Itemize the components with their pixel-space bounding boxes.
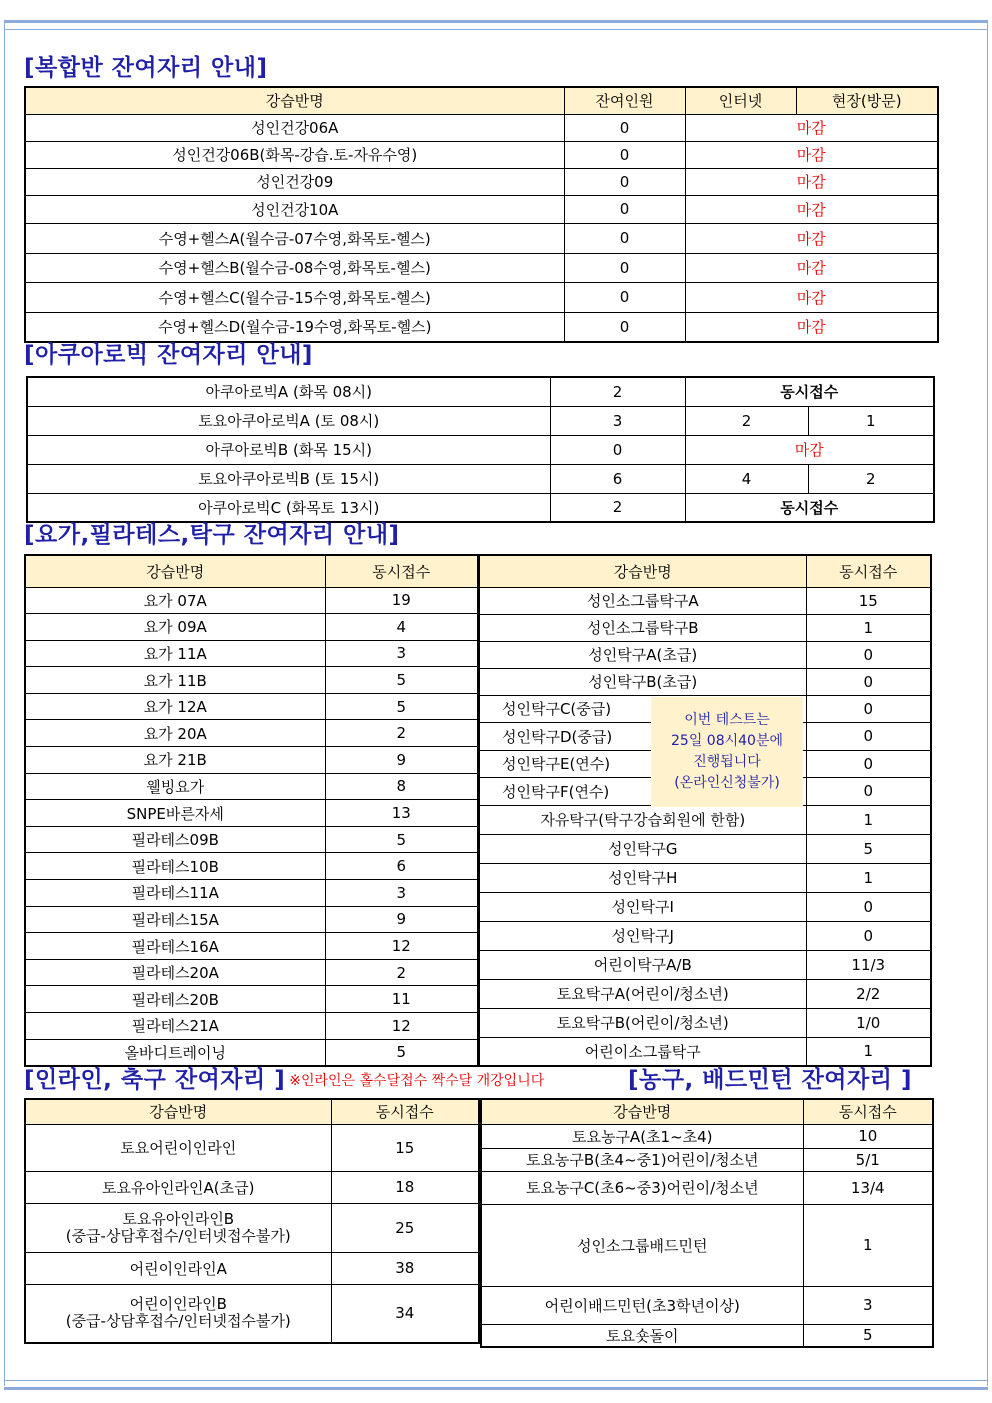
class-name: 성인탁구H — [479, 863, 806, 892]
internet-count: 4 — [685, 464, 808, 493]
class-name: 수영+헬스B(월수금-08수영,화목토-헬스) — [25, 253, 564, 282]
table-row — [25, 614, 478, 641]
class-name: 성인탁구D(중급) — [479, 723, 806, 751]
complex-header-internet: 인터넷 — [685, 87, 796, 114]
table-row — [25, 1171, 479, 1203]
complex-table — [24, 86, 939, 343]
count: 4 — [325, 614, 478, 641]
count: 5 — [325, 1039, 478, 1066]
count: 11/3 — [806, 950, 931, 979]
notice-line: 진행됩니다 — [693, 754, 761, 770]
class-name: 성인건강06A — [25, 114, 564, 141]
class-name — [25, 1203, 331, 1252]
table-row — [27, 406, 934, 435]
count: 5 — [325, 693, 478, 720]
table-row — [479, 805, 931, 834]
class-name: 요가 12A — [25, 693, 325, 720]
class-name: 토요어린이인라인 — [25, 1124, 331, 1171]
table-row — [479, 892, 931, 921]
table-row — [479, 641, 931, 668]
count: 38 — [331, 1252, 479, 1284]
status-closed: 마감 — [685, 435, 934, 464]
inline-header-name: 강습반명 — [25, 1099, 331, 1124]
class-name: 아쿠아로빅B (화목 15시) — [27, 435, 550, 464]
class-name: 어린이배드민턴(초3학년이상) — [481, 1286, 803, 1324]
table-row — [25, 195, 938, 223]
remain-count: 6 — [550, 464, 685, 493]
class-name: 아쿠아로빅A (화목 08시) — [27, 377, 550, 406]
class-name: 필라테스16A — [25, 933, 325, 960]
complex-header-remain: 잔여인원 — [564, 87, 685, 114]
class-name: 요가 11A — [25, 640, 325, 667]
basket-header-name: 강습반명 — [481, 1099, 803, 1124]
remain-count: 0 — [564, 282, 685, 312]
count: 9 — [325, 906, 478, 933]
table-row — [25, 640, 478, 667]
yoga-header-count: 동시접수 — [325, 555, 478, 587]
class-name: 성인탁구E(연수) — [479, 750, 806, 778]
class-name: 토요유아인라인A(초급) — [25, 1171, 331, 1203]
frame-right-border — [987, 20, 988, 1386]
frame-top-border — [4, 20, 988, 30]
class-name: 성인건강06B(화목-강습.토-자유수영) — [25, 141, 564, 168]
count: 15 — [331, 1124, 479, 1171]
class-name: 요가 11B — [25, 667, 325, 694]
count: 6 — [325, 853, 478, 880]
class-name: 수영+헬스A(월수금-07수영,화목토-헬스) — [25, 223, 564, 253]
count: 8 — [325, 773, 478, 800]
count: 5 — [803, 1324, 933, 1347]
count: 0 — [806, 778, 931, 806]
remain-count: 0 — [564, 141, 685, 168]
table-row — [481, 1148, 933, 1171]
table-row — [481, 1124, 933, 1148]
class-name: 성인탁구C(중급) — [479, 695, 806, 723]
frame-left-border — [4, 20, 5, 1386]
internet-count: 2 — [685, 406, 808, 435]
count: 12 — [325, 933, 478, 960]
inline-header-count: 동시접수 — [331, 1099, 479, 1124]
table-row — [25, 880, 478, 907]
count: 5/1 — [803, 1148, 933, 1171]
count: 1 — [803, 1204, 933, 1286]
remain-count: 3 — [550, 406, 685, 435]
basket-header-count: 동시접수 — [803, 1099, 933, 1124]
table-row — [25, 312, 938, 342]
count: 1/0 — [806, 1008, 931, 1037]
remain-count: 0 — [564, 223, 685, 253]
class-name: 필라테스09B — [25, 826, 325, 853]
count: 25 — [331, 1203, 479, 1252]
table-row — [479, 1037, 931, 1066]
count: 0 — [806, 723, 931, 751]
table-row — [479, 834, 931, 863]
table-row — [25, 959, 478, 986]
remain-count: 0 — [564, 114, 685, 141]
inline-note: ※인라인은 홀수달접수 짝수달 개강입니다 — [289, 1072, 545, 1089]
class-name: 요가 07A — [25, 587, 325, 614]
table-row — [479, 668, 931, 695]
class-name: 토요농구A(초1~초4) — [481, 1124, 803, 1148]
class-name: 토요탁구B(어린이/청소년) — [479, 1008, 806, 1037]
table-row — [25, 282, 938, 312]
count: 2 — [325, 720, 478, 747]
count: 34 — [331, 1284, 479, 1343]
remain-count: 2 — [550, 377, 685, 406]
table-row — [25, 906, 478, 933]
remain-count: 0 — [564, 168, 685, 195]
table-row — [479, 863, 931, 892]
aerobic-table — [26, 376, 935, 523]
table-row — [25, 1203, 479, 1252]
visit-count: 2 — [808, 464, 934, 493]
basket-table — [480, 1098, 934, 1348]
test-notice-box — [651, 697, 803, 807]
count: 0 — [806, 892, 931, 921]
count: 3 — [325, 880, 478, 907]
count: 5 — [325, 826, 478, 853]
count: 10 — [803, 1124, 933, 1148]
table-row — [481, 1286, 933, 1324]
table-row — [25, 587, 478, 614]
count: 19 — [325, 587, 478, 614]
yoga-header-row — [25, 555, 478, 587]
table-row — [25, 747, 478, 774]
table-row — [25, 223, 938, 253]
count: 13 — [325, 800, 478, 827]
count: 5 — [325, 667, 478, 694]
remain-count: 2 — [550, 493, 685, 522]
table-row — [25, 1039, 478, 1066]
table-row — [25, 114, 938, 141]
class-name: 필라테스20A — [25, 959, 325, 986]
class-name: 토요숏돌이 — [481, 1324, 803, 1347]
notice-line: 25일 08시40분에 — [671, 733, 783, 749]
class-name: 성인탁구G — [479, 834, 806, 863]
class-name-sub: (중급-상담후접수/인터넷접수불가) — [65, 1226, 291, 1245]
class-name: 필라테스21A — [25, 1013, 325, 1040]
count: 1 — [806, 805, 931, 834]
table-row — [25, 986, 478, 1013]
table-row — [481, 1204, 933, 1286]
pingpong-table — [478, 554, 932, 1067]
class-name: 어린이탁구A/B — [479, 950, 806, 979]
pingpong-rows — [479, 587, 931, 1066]
table-row — [25, 1124, 479, 1171]
table-row — [25, 853, 478, 880]
frame-bottom-border — [4, 1380, 988, 1390]
class-name: 성인탁구J — [479, 921, 806, 950]
class-name: 필라테스10B — [25, 853, 325, 880]
inline-table — [24, 1098, 480, 1344]
status-closed: 마감 — [685, 312, 938, 342]
count: 0 — [806, 921, 931, 950]
class-name: 토요아쿠아로빅B (토 15시) — [27, 464, 550, 493]
class-name: 성인탁구B(초급) — [479, 668, 806, 695]
notice-line: (온라인신청불가) — [674, 775, 780, 791]
complex-header-name: 강습반명 — [25, 87, 564, 114]
class-name: 성인건강10A — [25, 195, 564, 223]
status-simultaneous: 동시접수 — [685, 493, 934, 522]
remain-count: 0 — [564, 195, 685, 223]
table-row — [25, 168, 938, 195]
class-name: 요가 21B — [25, 747, 325, 774]
count: 2/2 — [806, 979, 931, 1008]
count: 1 — [806, 1037, 931, 1066]
class-name: 필라테스20B — [25, 986, 325, 1013]
class-name: 수영+헬스C(월수금-15수영,화목토-헬스) — [25, 282, 564, 312]
count: 3 — [803, 1286, 933, 1324]
section-heading-basket: [농구, 배드민턴 잔여자리 ] — [628, 1067, 912, 1093]
status-closed: 마감 — [685, 141, 938, 168]
inline-heading-text: [인라인, 축구 잔여자리 ] — [24, 1067, 286, 1093]
class-name: 필라테스15A — [25, 906, 325, 933]
table-row — [479, 921, 931, 950]
table-row — [481, 1324, 933, 1347]
pingpong-header-count: 동시접수 — [806, 555, 931, 587]
status-closed: 마감 — [685, 168, 938, 195]
table-row — [479, 587, 931, 614]
class-name: 토요탁구A(어린이/청소년) — [479, 979, 806, 1008]
count: 18 — [331, 1171, 479, 1203]
count: 2 — [325, 959, 478, 986]
status-closed: 마감 — [685, 253, 938, 282]
section-heading-inline — [24, 1066, 544, 1095]
table-row — [27, 493, 934, 522]
count: 0 — [806, 695, 931, 723]
yoga-table — [24, 554, 479, 1067]
count: 15 — [806, 587, 931, 614]
count: 5 — [806, 834, 931, 863]
count: 11 — [325, 986, 478, 1013]
table-row — [25, 826, 478, 853]
class-name-sub: (중급-상담후접수/인터넷접수불가) — [65, 1312, 291, 1331]
table-row — [25, 1252, 479, 1284]
notice-line: 이번 테스트는 — [684, 712, 770, 728]
inline-header-row — [25, 1099, 479, 1124]
class-name: 토요농구B(초4~중1)어린이/청소년 — [481, 1148, 803, 1171]
class-name: 성인건강09 — [25, 168, 564, 195]
status-simultaneous: 동시접수 — [685, 377, 934, 406]
section-heading-aerobic: [아쿠아로빅 잔여자리 안내] — [24, 342, 313, 368]
complex-header-row — [25, 87, 938, 114]
class-name: 웰빙요가 — [25, 773, 325, 800]
table-row — [479, 614, 931, 641]
table-row — [27, 435, 934, 464]
class-name-main: 어린이인라인B — [129, 1295, 227, 1314]
table-row — [25, 800, 478, 827]
remain-count: 0 — [550, 435, 685, 464]
status-closed: 마감 — [685, 223, 938, 253]
status-closed: 마감 — [685, 282, 938, 312]
table-row — [25, 253, 938, 282]
class-name: 자유탁구(탁구강습회원에 한함) — [479, 805, 806, 834]
class-name: 성인소그룹탁구A — [479, 587, 806, 614]
class-name: 성인탁구F(연수) — [479, 778, 806, 806]
table-row — [479, 979, 931, 1008]
class-name: 요가 20A — [25, 720, 325, 747]
count: 3 — [325, 640, 478, 667]
count: 1 — [806, 614, 931, 641]
class-name: 성인소그룹탁구B — [479, 614, 806, 641]
count: 0 — [806, 668, 931, 695]
class-name — [25, 1284, 331, 1343]
section-heading-yoga: [요가,필라테스,탁구 잔여자리 안내] — [24, 522, 400, 548]
pingpong-header-name: 강습반명 — [479, 555, 806, 587]
class-name-main: 토요유아인라인B — [122, 1209, 235, 1228]
count: 9 — [325, 747, 478, 774]
class-name: 토요농구C(초6~중3)어린이/청소년 — [481, 1171, 803, 1204]
class-name: 아쿠아로빅C (화목토 13시) — [27, 493, 550, 522]
count: 0 — [806, 641, 931, 668]
yoga-rows — [25, 587, 478, 1066]
complex-header-visit: 현장(방문) — [796, 87, 938, 114]
class-name: 필라테스11A — [25, 880, 325, 907]
table-row — [27, 464, 934, 493]
section-heading-complex: [복합반 잔여자리 안내] — [24, 55, 268, 81]
count: 1 — [806, 863, 931, 892]
status-closed: 마감 — [685, 195, 938, 223]
visit-count: 1 — [808, 406, 934, 435]
table-row — [25, 667, 478, 694]
count: 12 — [325, 1013, 478, 1040]
class-name: 어린이인라인A — [25, 1252, 331, 1284]
table-row — [25, 141, 938, 168]
class-name: 올바디트레이닝 — [25, 1039, 325, 1066]
table-row — [481, 1171, 933, 1204]
remain-count: 0 — [564, 312, 685, 342]
table-row — [25, 693, 478, 720]
class-name: 성인소그룹배드민턴 — [481, 1204, 803, 1286]
table-row — [479, 950, 931, 979]
table-row — [25, 1284, 479, 1343]
count: 13/4 — [803, 1171, 933, 1204]
class-name: 성인탁구A(초급) — [479, 641, 806, 668]
class-name: 수영+헬스D(월수금-19수영,화목토-헬스) — [25, 312, 564, 342]
table-row — [25, 720, 478, 747]
class-name: 성인탁구I — [479, 892, 806, 921]
table-row — [479, 1008, 931, 1037]
table-row — [25, 933, 478, 960]
class-name: 토요아쿠아로빅A (토 08시) — [27, 406, 550, 435]
class-name: SNPE바른자세 — [25, 800, 325, 827]
pingpong-header-row — [479, 555, 931, 587]
status-closed: 마감 — [685, 114, 938, 141]
class-name: 요가 09A — [25, 614, 325, 641]
class-name: 어린이소그룹탁구 — [479, 1037, 806, 1066]
yoga-header-name: 강습반명 — [25, 555, 325, 587]
table-row — [25, 1013, 478, 1040]
table-row — [25, 773, 478, 800]
remain-count: 0 — [564, 253, 685, 282]
table-row — [27, 377, 934, 406]
count: 0 — [806, 750, 931, 778]
basket-header-row — [481, 1099, 933, 1124]
